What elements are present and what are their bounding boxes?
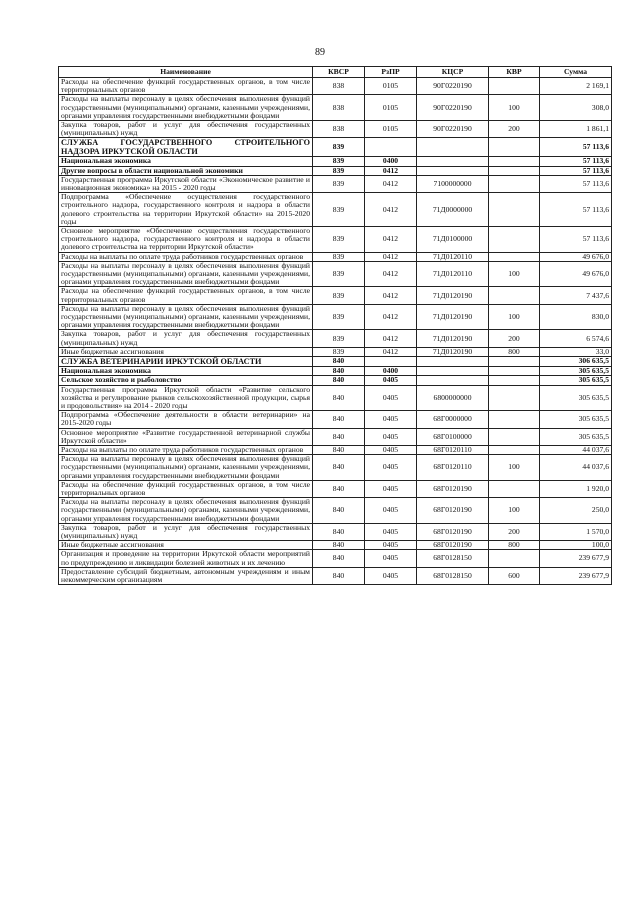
- cell-kvr: [489, 550, 540, 567]
- table-row: [59, 138, 612, 157]
- cell-rzpr: 0405: [365, 428, 417, 445]
- cell-kcsr: 7100000000: [417, 175, 489, 192]
- cell-kvr: 200: [489, 330, 540, 347]
- cell-kcsr: 68Г0128150: [417, 567, 489, 584]
- cell-rzpr: 0412: [365, 227, 417, 253]
- cell-kvr: 100: [489, 304, 540, 330]
- cell-kcsr: 6800000000: [417, 385, 489, 411]
- table-row: [59, 304, 612, 330]
- cell-kvr: [489, 385, 540, 411]
- cell-kvsr: 839: [313, 252, 365, 261]
- header-name: Наименование: [59, 67, 313, 78]
- cell-kvsr: 840: [313, 376, 365, 385]
- cell-sum: 57 113,6: [540, 157, 612, 166]
- cell-sum: 100,0: [540, 541, 612, 550]
- table-row: [59, 376, 612, 385]
- cell-name: Расходы на обеспечение функций государственных органов, в том числе территориальных органов: [59, 287, 313, 304]
- cell-kvsr: 840: [313, 411, 365, 428]
- cell-rzpr: 0412: [365, 193, 417, 227]
- cell-rzpr: 0412: [365, 287, 417, 304]
- cell-kvr: [489, 445, 540, 454]
- cell-kvsr: 840: [313, 367, 365, 376]
- cell-sum: 49 676,0: [540, 261, 612, 287]
- cell-kcsr: [417, 376, 489, 385]
- cell-kvsr: 840: [313, 455, 365, 481]
- table-row: [59, 347, 612, 356]
- cell-kvsr: 839: [313, 330, 365, 347]
- cell-rzpr: 0405: [365, 541, 417, 550]
- table-row: [59, 78, 612, 95]
- cell-rzpr: 0405: [365, 523, 417, 540]
- cell-name: Организация и проведение на территории Иркутской области мероприятий по предупреждению и ликвидации болезней животных и их лечению: [59, 550, 313, 567]
- cell-name: СЛУЖБА ВЕТЕРИНАРИИ ИРКУТСКОЙ ОБЛАСТИ: [59, 357, 313, 367]
- cell-kvr: [489, 166, 540, 175]
- cell-kcsr: [417, 166, 489, 175]
- table-row: [59, 541, 612, 550]
- cell-kcsr: 68Г0000000: [417, 411, 489, 428]
- cell-kcsr: 90Г0220190: [417, 95, 489, 121]
- cell-kvr: [489, 157, 540, 166]
- budget-table: [58, 66, 612, 585]
- cell-kcsr: 68Г0100000: [417, 428, 489, 445]
- header-kcsr: КЦСР: [417, 67, 489, 78]
- cell-name: Закупка товаров, работ и услуг для обеспечения государственных (муниципальных) нужд: [59, 523, 313, 540]
- cell-kcsr: 68Г0120190: [417, 523, 489, 540]
- cell-sum: 57 113,6: [540, 138, 612, 157]
- cell-rzpr: [365, 138, 417, 157]
- cell-sum: 306 635,5: [540, 357, 612, 367]
- cell-name: Расходы на выплаты персоналу в целях обеспечения выполнения функций государственными (муниципальными) органами, казенными учреждениями, органами управления государственными внебюджетными фондами: [59, 261, 313, 287]
- cell-rzpr: 0412: [365, 166, 417, 175]
- cell-kvsr: 839: [313, 227, 365, 253]
- cell-kvsr: 839: [313, 304, 365, 330]
- cell-name: Государственная программа Иркутской области «Развитие сельского хозяйства и регулирование рынков сельскохозяйственной продукции, сырья и продовольствия» на 2014 - 2020 годы: [59, 385, 313, 411]
- cell-sum: 7 437,6: [540, 287, 612, 304]
- cell-name: Национальная экономика: [59, 157, 313, 166]
- cell-rzpr: 0405: [365, 385, 417, 411]
- cell-rzpr: 0412: [365, 304, 417, 330]
- cell-kvr: [489, 480, 540, 497]
- cell-kvr: 800: [489, 541, 540, 550]
- cell-sum: 305 635,5: [540, 376, 612, 385]
- cell-kvsr: 840: [313, 428, 365, 445]
- cell-kvr: [489, 252, 540, 261]
- table-row: [59, 261, 612, 287]
- cell-name: Подпрограмма «Обеспечение деятельности в области ветеринарии» на 2015-2020 годы: [59, 411, 313, 428]
- cell-kcsr: 71Д0120110: [417, 261, 489, 287]
- table-row: [59, 330, 612, 347]
- cell-kvr: 100: [489, 95, 540, 121]
- cell-kvsr: 839: [313, 175, 365, 192]
- table-row: [59, 550, 612, 567]
- cell-name: Сельское хозяйство и рыболовство: [59, 376, 313, 385]
- cell-sum: 57 113,6: [540, 175, 612, 192]
- cell-name: СЛУЖБА ГОСУДАРСТВЕННОГО СТРОИТЕЛЬНОГО НАДЗОРА ИРКУТСКОЙ ОБЛАСТИ: [59, 138, 313, 157]
- cell-rzpr: 0400: [365, 157, 417, 166]
- cell-name: Иные бюджетные ассигнования: [59, 541, 313, 550]
- cell-kcsr: 68Г0120190: [417, 541, 489, 550]
- cell-kvr: [489, 138, 540, 157]
- cell-kvr: 600: [489, 567, 540, 584]
- cell-kvsr: 839: [313, 157, 365, 166]
- table-row: [59, 357, 612, 367]
- cell-kcsr: 71Д0120110: [417, 252, 489, 261]
- cell-kvr: 100: [489, 455, 540, 481]
- cell-sum: 250,0: [540, 498, 612, 524]
- cell-kvsr: 840: [313, 498, 365, 524]
- table-row: [59, 445, 612, 454]
- table-row: [59, 175, 612, 192]
- cell-name: Иные бюджетные ассигнования: [59, 347, 313, 356]
- cell-name: Расходы на обеспечение функций государственных органов, в том числе территориальных органов: [59, 480, 313, 497]
- cell-sum: 830,0: [540, 304, 612, 330]
- table-row: [59, 385, 612, 411]
- cell-rzpr: 0412: [365, 175, 417, 192]
- cell-name: Национальная экономика: [59, 367, 313, 376]
- cell-rzpr: 0400: [365, 367, 417, 376]
- cell-kcsr: 68Г0120110: [417, 455, 489, 481]
- cell-name: Расходы на обеспечение функций государственных органов, в том числе территориальных органов: [59, 78, 313, 95]
- cell-sum: 305 635,5: [540, 385, 612, 411]
- cell-kvr: [489, 428, 540, 445]
- cell-rzpr: [365, 357, 417, 367]
- cell-kvr: [489, 287, 540, 304]
- table-row: [59, 252, 612, 261]
- cell-sum: 2 169,1: [540, 78, 612, 95]
- table-row: [59, 166, 612, 175]
- cell-sum: 308,0: [540, 95, 612, 121]
- cell-kvsr: 839: [313, 347, 365, 356]
- cell-kvsr: 840: [313, 445, 365, 454]
- cell-rzpr: 0412: [365, 252, 417, 261]
- cell-sum: 6 574,6: [540, 330, 612, 347]
- cell-kvr: [489, 78, 540, 95]
- table-row: [59, 480, 612, 497]
- cell-kcsr: 71Д0120190: [417, 347, 489, 356]
- cell-kvr: 800: [489, 347, 540, 356]
- cell-kvr: [489, 227, 540, 253]
- table-row: [59, 121, 612, 138]
- header-kvsr: КВСР: [313, 67, 365, 78]
- cell-kvsr: 839: [313, 138, 365, 157]
- cell-sum: 1 861,1: [540, 121, 612, 138]
- cell-sum: 305 635,5: [540, 428, 612, 445]
- cell-kcsr: 90Г0220190: [417, 121, 489, 138]
- cell-name: Расходы на выплаты персоналу в целях обеспечения выполнения функций государственными (муниципальными) органами, казенными учреждениями, органами управления государственными внебюджетными фондами: [59, 498, 313, 524]
- cell-name: Закупка товаров, работ и услуг для обеспечения государственных (муниципальных) нужд: [59, 121, 313, 138]
- cell-rzpr: 0105: [365, 121, 417, 138]
- cell-name: Основное мероприятие «Развитие государственной ветеринарной службы Иркутской области»: [59, 428, 313, 445]
- cell-kvsr: 839: [313, 261, 365, 287]
- cell-sum: 57 113,6: [540, 166, 612, 175]
- cell-kvr: [489, 376, 540, 385]
- cell-name: Закупка товаров, работ и услуг для обеспечения государственных (муниципальных) нужд: [59, 330, 313, 347]
- cell-kvsr: 839: [313, 193, 365, 227]
- cell-kcsr: 71Д0100000: [417, 227, 489, 253]
- page-number: 89: [315, 47, 325, 58]
- cell-name: Подпрограмма «Обеспечение осуществления государственного строительного надзора, государственного контроля и надзора в области долевого строительства на территории Иркутской области» на 2015-2020 годы: [59, 193, 313, 227]
- table-row: [59, 287, 612, 304]
- cell-name: Государственная программа Иркутской области «Экономическое развитие и инновационная экономика» на 2015 - 2020 годы: [59, 175, 313, 192]
- cell-name: Расходы на выплаты персоналу в целях обеспечения выполнения функций государственными (муниципальными) органами, казенными учреждениями, органами управления государственными внебюджетными фондами: [59, 95, 313, 121]
- cell-rzpr: 0412: [365, 347, 417, 356]
- cell-name: Другие вопросы в области национальной экономики: [59, 166, 313, 175]
- table-row: [59, 567, 612, 584]
- cell-name: Основное мероприятие «Обеспечение осуществления государственного строительного надзора, государственного контроля и надзора в области долевого строительства на территории Иркутской области»: [59, 227, 313, 253]
- cell-sum: 239 677,9: [540, 567, 612, 584]
- cell-kvr: [489, 175, 540, 192]
- cell-sum: 1 920,0: [540, 480, 612, 497]
- cell-kvsr: 838: [313, 78, 365, 95]
- cell-rzpr: 0405: [365, 498, 417, 524]
- cell-kvsr: 840: [313, 480, 365, 497]
- cell-rzpr: 0405: [365, 411, 417, 428]
- cell-kcsr: 71Д0120190: [417, 330, 489, 347]
- cell-kcsr: 90Г0220190: [417, 78, 489, 95]
- cell-sum: 57 113,6: [540, 193, 612, 227]
- cell-kcsr: 68Г0120190: [417, 480, 489, 497]
- table-header-row: [59, 67, 612, 78]
- cell-kvsr: 839: [313, 166, 365, 175]
- cell-sum: 239 677,9: [540, 550, 612, 567]
- cell-kvr: 200: [489, 121, 540, 138]
- cell-kcsr: 68Г0128150: [417, 550, 489, 567]
- cell-kcsr: [417, 367, 489, 376]
- cell-rzpr: 0405: [365, 376, 417, 385]
- cell-sum: 44 037,6: [540, 445, 612, 454]
- table-row: [59, 411, 612, 428]
- header-rzpr: РзПР: [365, 67, 417, 78]
- cell-rzpr: 0405: [365, 480, 417, 497]
- table-row: [59, 498, 612, 524]
- cell-kcsr: [417, 138, 489, 157]
- table-row: [59, 95, 612, 121]
- cell-name: Расходы на выплаты по оплате труда работников государственных органов: [59, 445, 313, 454]
- cell-rzpr: 0405: [365, 567, 417, 584]
- table-body: [59, 78, 612, 585]
- cell-kvr: [489, 357, 540, 367]
- cell-name: Расходы на выплаты персоналу в целях обеспечения выполнения функций государственными (муниципальными) органами, казенными учреждениями, органами управления государственными внебюджетными фондами: [59, 455, 313, 481]
- cell-kvr: [489, 193, 540, 227]
- cell-name: Расходы на выплаты персоналу в целях обеспечения выполнения функций государственными (муниципальными) органами, казенными учреждениями, органами управления государственными внебюджетными фондами: [59, 304, 313, 330]
- cell-name: Расходы на выплаты по оплате труда работников государственных органов: [59, 252, 313, 261]
- cell-sum: 33,0: [540, 347, 612, 356]
- cell-kvr: [489, 367, 540, 376]
- cell-sum: 57 113,6: [540, 227, 612, 253]
- cell-rzpr: 0105: [365, 78, 417, 95]
- cell-sum: 44 037,6: [540, 455, 612, 481]
- cell-kcsr: [417, 357, 489, 367]
- cell-name: Предоставление субсидий бюджетным, автономным учреждениям и иным некоммерческим организациям: [59, 567, 313, 584]
- table-row: [59, 455, 612, 481]
- cell-rzpr: 0412: [365, 261, 417, 287]
- table-row: [59, 157, 612, 166]
- cell-rzpr: 0405: [365, 445, 417, 454]
- cell-kvr: 100: [489, 261, 540, 287]
- cell-sum: 49 676,0: [540, 252, 612, 261]
- cell-kcsr: 71Д0120190: [417, 287, 489, 304]
- cell-rzpr: 0105: [365, 95, 417, 121]
- cell-kcsr: 68Г0120190: [417, 498, 489, 524]
- cell-kvr: [489, 411, 540, 428]
- table-row: [59, 523, 612, 540]
- cell-kvsr: 839: [313, 287, 365, 304]
- table-row: [59, 227, 612, 253]
- cell-sum: 305 635,5: [540, 367, 612, 376]
- cell-kvr: 200: [489, 523, 540, 540]
- header-kvr: КВР: [489, 67, 540, 78]
- cell-rzpr: 0405: [365, 550, 417, 567]
- cell-kvsr: 840: [313, 567, 365, 584]
- table-row: [59, 367, 612, 376]
- table-row: [59, 428, 612, 445]
- cell-kcsr: 71Д0120190: [417, 304, 489, 330]
- cell-kvsr: 838: [313, 95, 365, 121]
- cell-rzpr: 0405: [365, 455, 417, 481]
- cell-kvsr: 840: [313, 541, 365, 550]
- cell-kvsr: 840: [313, 357, 365, 367]
- cell-kcsr: 71Д0000000: [417, 193, 489, 227]
- table-row: [59, 193, 612, 227]
- cell-kvsr: 838: [313, 121, 365, 138]
- cell-kvsr: 840: [313, 385, 365, 411]
- header-sum: Сумма: [540, 67, 612, 78]
- cell-kvsr: 840: [313, 550, 365, 567]
- cell-kvr: 100: [489, 498, 540, 524]
- cell-kcsr: [417, 157, 489, 166]
- cell-kcsr: 68Г0120110: [417, 445, 489, 454]
- cell-sum: 1 570,0: [540, 523, 612, 540]
- cell-sum: 305 635,5: [540, 411, 612, 428]
- cell-rzpr: 0412: [365, 330, 417, 347]
- cell-kvsr: 840: [313, 523, 365, 540]
